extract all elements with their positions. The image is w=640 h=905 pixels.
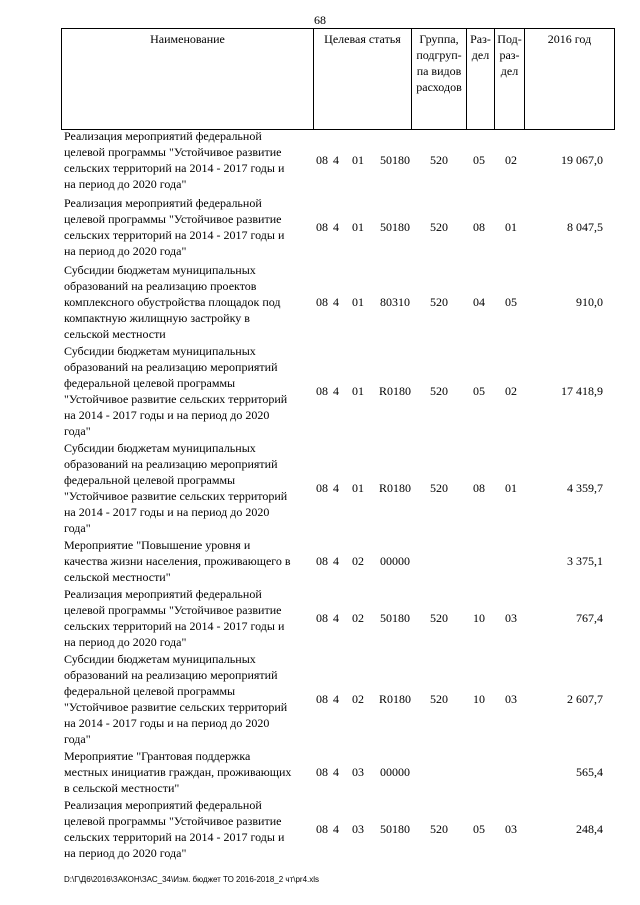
row-name-line: образований на реализацию проектов: [64, 279, 257, 293]
row-name-line: Мероприятие "Грантовая поддержка: [64, 749, 251, 763]
row-name-line: сельских территорий на 2014 - 2017 годы и: [64, 228, 285, 242]
section-code: 10: [473, 692, 485, 706]
subprogram-code: 4: [333, 481, 339, 495]
row-name: [64, 343, 312, 439]
section-code: 10: [473, 611, 485, 625]
subprogram-code: 4: [333, 384, 339, 398]
direction-code: R0180: [378, 692, 411, 706]
row-name-line: "Устойчивое развитие сельских территорий: [64, 392, 288, 406]
expense-type: 520: [430, 692, 448, 706]
direction-code: 00000: [380, 554, 410, 568]
amount-2016: 248,4: [576, 822, 603, 836]
table-header: [61, 28, 615, 130]
expense-type: 520: [430, 481, 448, 495]
row-name-line: Реализация мероприятий федеральной: [64, 196, 262, 210]
direction-code: R0180: [378, 481, 411, 495]
header-subsection-line: раз-: [499, 48, 520, 62]
subprogram-code: 4: [333, 822, 339, 836]
subsection-code: 02: [505, 153, 517, 167]
row-name-line: местных инициатив граждан, проживающих: [64, 765, 292, 779]
row-name-line: комплексного обустройства площадок под: [64, 295, 281, 309]
program-code: 08: [316, 554, 328, 568]
row-name-line: Субсидии бюджетам муниципальных: [64, 652, 256, 666]
section-code: 05: [473, 153, 485, 167]
table-row: [0, 343, 640, 440]
program-code: 08: [316, 611, 328, 625]
subprogram-code: 4: [333, 611, 339, 625]
direction-code: 80310: [380, 295, 410, 309]
row-name-line: сельских территорий на 2014 - 2017 годы и: [64, 619, 285, 633]
amount-2016: 8 047,5: [567, 220, 603, 234]
header-group-line: па видов: [416, 64, 462, 78]
expense-type: 520: [430, 153, 448, 167]
group-code: 02: [352, 611, 364, 625]
program-code: 08: [316, 765, 328, 779]
subprogram-code: 4: [333, 554, 339, 568]
group-code: 03: [352, 765, 364, 779]
amount-2016: 767,4: [576, 611, 603, 625]
file-path-footer: D:\Г\Д6\2016\ЗАКОН\ЗАС_34\Изм. бюджет ТО 2016-2018_2 чт\pr4.xls: [64, 875, 320, 884]
table-row: [0, 195, 640, 262]
table-row: [0, 797, 640, 863]
program-code: 08: [316, 384, 328, 398]
row-name-line: компактную жилищную застройку в: [64, 311, 250, 325]
row-name-line: на период до 2020 года": [64, 635, 187, 649]
row-name-line: Субсидии бюджетам муниципальных: [64, 344, 256, 358]
header-year: [524, 29, 615, 129]
program-code: 08: [316, 822, 328, 836]
group-code: 02: [352, 554, 364, 568]
row-name-line: года": [64, 521, 91, 535]
header-group-line: расходов: [416, 80, 462, 94]
direction-code: 50180: [380, 153, 410, 167]
row-name: [64, 586, 312, 650]
row-name-line: "Устойчивое развитие сельских территорий: [64, 489, 288, 503]
direction-code: 50180: [380, 822, 410, 836]
row-name: [64, 797, 312, 861]
group-code: 02: [352, 692, 364, 706]
table-row: [0, 586, 640, 651]
row-name-line: целевой программы "Устойчивое развитие: [64, 212, 282, 226]
header-subsection-line: дел: [500, 64, 519, 78]
group-code: 01: [352, 220, 364, 234]
subsection-code: 01: [505, 481, 517, 495]
header-section-line: Раз-: [470, 32, 491, 46]
program-code: 08: [316, 153, 328, 167]
row-name-line: сельских территорий на 2014 - 2017 годы и: [64, 830, 285, 844]
group-code: 01: [352, 295, 364, 309]
amount-2016: 565,4: [576, 765, 603, 779]
row-name-line: Реализация мероприятий федеральной: [64, 129, 262, 143]
group-code: 01: [352, 481, 364, 495]
subsection-code: 03: [505, 822, 517, 836]
row-name-line: федеральной целевой программы: [64, 473, 236, 487]
row-name: [64, 748, 312, 796]
row-name-line: целевой программы "Устойчивое развитие: [64, 145, 282, 159]
section-code: 05: [473, 822, 485, 836]
row-name-line: года": [64, 424, 91, 438]
table-row: [0, 440, 640, 537]
amount-2016: 910,0: [576, 295, 603, 309]
subprogram-code: 4: [333, 153, 339, 167]
section-code: 05: [473, 384, 485, 398]
row-name-line: образований на реализацию мероприятий: [64, 457, 278, 471]
subsection-code: 03: [505, 692, 517, 706]
direction-code: 50180: [380, 611, 410, 625]
group-code: 03: [352, 822, 364, 836]
subprogram-code: 4: [333, 220, 339, 234]
program-code: 08: [316, 481, 328, 495]
header-group: [411, 29, 466, 129]
direction-code: 50180: [380, 220, 410, 234]
row-name-line: "Устойчивое развитие сельских территорий: [64, 700, 288, 714]
subprogram-code: 4: [333, 765, 339, 779]
subprogram-code: 4: [333, 295, 339, 309]
subsection-code: 02: [505, 384, 517, 398]
row-name-line: сельских территорий на 2014 - 2017 годы и: [64, 161, 285, 175]
row-name-line: на период до 2020 года": [64, 846, 187, 860]
expense-type: 520: [430, 295, 448, 309]
row-name-line: федеральной целевой программы: [64, 684, 236, 698]
section-code: 08: [473, 220, 485, 234]
header-target-label: Целевая статья: [324, 32, 401, 46]
program-code: 08: [316, 692, 328, 706]
row-name-line: Субсидии бюджетам муниципальных: [64, 441, 256, 455]
subprogram-code: 4: [333, 692, 339, 706]
row-name-line: сельской местности": [64, 570, 171, 584]
expense-type: 520: [430, 822, 448, 836]
row-name: [64, 262, 312, 342]
table-row: [0, 748, 640, 797]
row-name-line: на 2014 - 2017 годы и на период до 2020: [64, 408, 270, 422]
table-body: [0, 128, 640, 863]
row-name-line: на 2014 - 2017 годы и на период до 2020: [64, 505, 270, 519]
table-row: [0, 651, 640, 748]
program-code: 08: [316, 295, 328, 309]
header-group-line: Группа,: [419, 32, 459, 46]
expense-type: 520: [430, 611, 448, 625]
row-name-line: сельской местности: [64, 327, 166, 341]
header-subsection-line: Под-: [497, 32, 522, 46]
amount-2016: 4 359,7: [567, 481, 603, 495]
row-name-line: Реализация мероприятий федеральной: [64, 587, 262, 601]
amount-2016: 17 418,9: [561, 384, 603, 398]
header-target: [313, 29, 411, 129]
row-name: [64, 128, 312, 192]
row-name: [64, 195, 312, 259]
row-name: [64, 440, 312, 536]
row-name: [64, 537, 312, 585]
row-name-line: федеральной целевой программы: [64, 376, 236, 390]
row-name-line: целевой программы "Устойчивое развитие: [64, 603, 282, 617]
row-name-line: Мероприятие "Повышение уровня и: [64, 538, 251, 552]
row-name-line: на 2014 - 2017 годы и на период до 2020: [64, 716, 270, 730]
row-name: [64, 651, 312, 747]
amount-2016: 19 067,0: [561, 153, 603, 167]
table-row: [0, 537, 640, 586]
header-section: [466, 29, 494, 129]
page-number: 68: [314, 13, 326, 27]
subsection-code: 03: [505, 611, 517, 625]
expense-type: 520: [430, 384, 448, 398]
program-code: 08: [316, 220, 328, 234]
header-subsection: [494, 29, 524, 129]
expense-type: 520: [430, 220, 448, 234]
row-name-line: года": [64, 732, 91, 746]
direction-code: R0180: [378, 384, 411, 398]
group-code: 01: [352, 384, 364, 398]
direction-code: 00000: [380, 765, 410, 779]
row-name-line: образований на реализацию мероприятий: [64, 360, 278, 374]
row-name-line: в сельской местности": [64, 781, 180, 795]
subsection-code: 01: [505, 220, 517, 234]
row-name-line: Реализация мероприятий федеральной: [64, 798, 262, 812]
row-name-line: целевой программы "Устойчивое развитие: [64, 814, 282, 828]
subsection-code: 05: [505, 295, 517, 309]
table-row: [0, 262, 640, 343]
row-name-line: на период до 2020 года": [64, 177, 187, 191]
header-year-label: 2016 год: [547, 32, 592, 46]
header-group-line: подгруп-: [416, 48, 462, 62]
row-name-line: на период до 2020 года": [64, 244, 187, 258]
row-name-line: качества жизни населения, проживающего в: [64, 554, 291, 568]
section-code: 04: [473, 295, 485, 309]
table-row: [0, 128, 640, 195]
section-code: 08: [473, 481, 485, 495]
group-code: 01: [352, 153, 364, 167]
row-name-line: образований на реализацию мероприятий: [64, 668, 278, 682]
amount-2016: 2 607,7: [567, 692, 603, 706]
row-name-line: Субсидии бюджетам муниципальных: [64, 263, 256, 277]
amount-2016: 3 375,1: [567, 554, 603, 568]
header-name-label: Наименование: [150, 32, 225, 46]
header-section-line: дел: [471, 48, 490, 62]
header-name: [61, 29, 313, 129]
